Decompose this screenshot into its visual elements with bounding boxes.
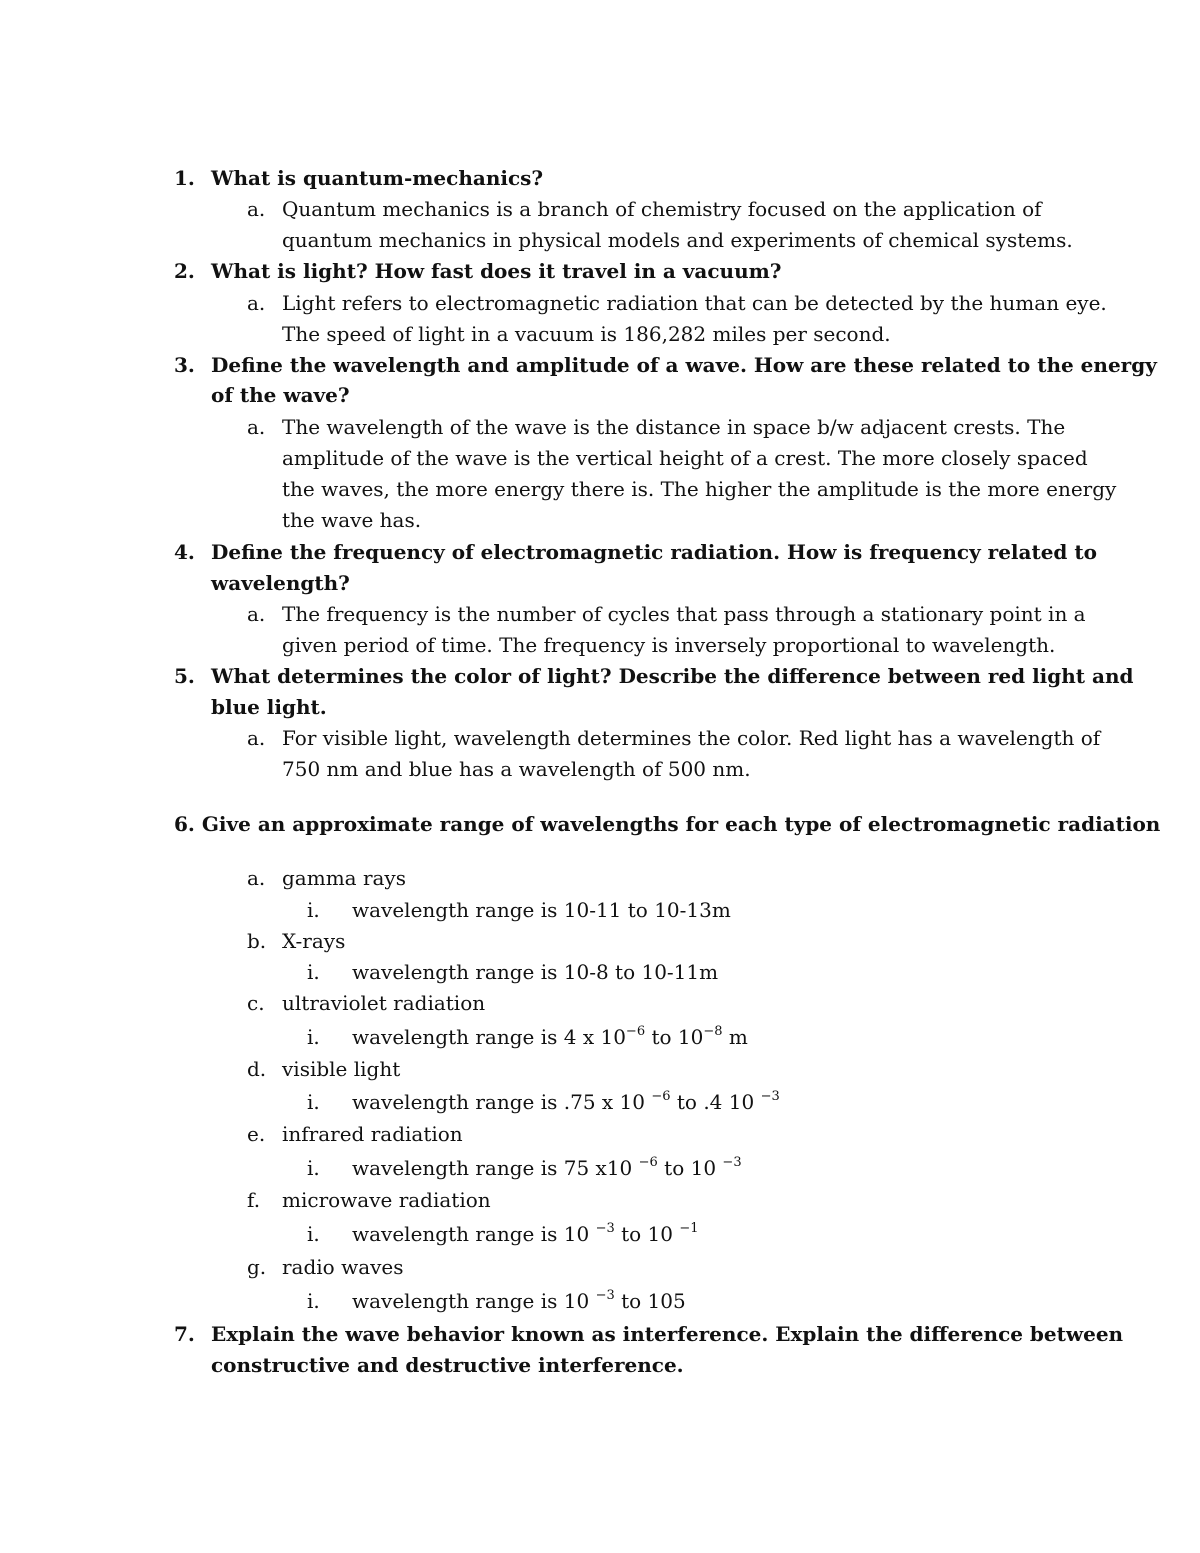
range-label: i. xyxy=(307,1025,320,1049)
question-text: of the wave? xyxy=(211,383,350,407)
answer-text: Light refers to electromagnetic radiation that can be detected by the human eye. xyxy=(282,291,1107,315)
answer-text: the wave has. xyxy=(282,508,422,532)
answer-text: amplitude of the wave is the vertical height of a crest. The more closely spaced xyxy=(282,446,1088,470)
wavelength-range: wavelength range is 10 $^{-3}$ to 105 xyxy=(352,1288,686,1313)
answer-label: a. xyxy=(247,415,266,439)
wavelength-range: wavelength range is 4 x $10^{-6}$ to $10^{-8}$ m xyxy=(352,1024,748,1049)
question-text: Explain the wave behavior known as interference. Explain the difference between xyxy=(211,1322,1124,1346)
range-label: i. xyxy=(307,1156,320,1180)
radiation-label: g. xyxy=(247,1255,267,1279)
answer-label: a. xyxy=(247,197,266,221)
answer-text: given period of time. The frequency is inversely proportional to wavelength. xyxy=(282,633,1056,657)
question-number: 1. xyxy=(174,166,195,190)
question-six-title: 6. Give an approximate range of wavelengths for each type of electromagnetic radiation xyxy=(174,812,1161,836)
answer-text: For visible light, wavelength determines the color. Red light has a wavelength of xyxy=(282,726,1101,750)
question-text: Define the wavelength and amplitude of a wave. How are these related to the energy xyxy=(211,353,1157,377)
answer-text: The speed of light in a vacuum is 186,282 miles per second. xyxy=(282,322,891,346)
wavelength-range: wavelength range is .75 x 10 $^{-6}$ to .4 10 $^{-3}$ xyxy=(352,1089,780,1114)
question-text: What is light? How fast does it travel in a vacuum? xyxy=(211,259,782,283)
answer-text: Quantum mechanics is a branch of chemistry focused on the application of xyxy=(282,197,1042,221)
question-number: 7. xyxy=(174,1322,195,1346)
radiation-label: c. xyxy=(247,991,265,1015)
answer-text: The wavelength of the wave is the distance in space b/w adjacent crests. The xyxy=(282,415,1066,439)
radiation-name: gamma rays xyxy=(282,866,406,890)
radiation-label: d. xyxy=(247,1057,267,1081)
answer-text: quantum mechanics in physical models and experiments of chemical systems. xyxy=(282,228,1073,252)
question-number: 4. xyxy=(174,540,195,564)
radiation-name: infrared radiation xyxy=(282,1122,463,1146)
range-label: i. xyxy=(307,1289,320,1313)
question-text: Define the frequency of electromagnetic radiation. How is frequency related to xyxy=(211,540,1097,564)
question-number: 2. xyxy=(174,259,195,283)
radiation-name: microwave radiation xyxy=(282,1188,491,1212)
wavelength-range: wavelength range is 10-8 to 10-11m xyxy=(352,960,719,984)
question-text: constructive and destructive interference. xyxy=(211,1353,684,1377)
question-text: blue light. xyxy=(211,695,327,719)
answer-label: a. xyxy=(247,602,266,626)
radiation-name: visible light xyxy=(282,1057,401,1081)
question-text: What determines the color of light? Describe the difference between red light and xyxy=(211,664,1134,688)
question-text: What is quantum-mechanics? xyxy=(211,166,544,190)
radiation-label: b. xyxy=(247,929,267,953)
answer-label: a. xyxy=(247,726,266,750)
range-label: i. xyxy=(307,960,320,984)
answer-label: a. xyxy=(247,291,266,315)
wavelength-range: wavelength range is 75 x10 $^{-6}$ to 10 $^{-3}$ xyxy=(352,1155,742,1180)
range-label: i. xyxy=(307,898,320,922)
answer-text: the waves, the more energy there is. The higher the amplitude is the more energy xyxy=(282,477,1117,501)
radiation-name: radio waves xyxy=(282,1255,404,1279)
wavelength-range: wavelength range is 10-11 to 10-13m xyxy=(352,898,731,922)
answer-text: 750 nm and blue has a wavelength of 500 nm. xyxy=(282,757,751,781)
radiation-name: X-rays xyxy=(282,929,346,953)
question-number: 3. xyxy=(174,353,195,377)
radiation-label: e. xyxy=(247,1122,266,1146)
radiation-name: ultraviolet radiation xyxy=(282,991,486,1015)
range-label: i. xyxy=(307,1090,320,1114)
question-number: 5. xyxy=(174,664,195,688)
answer-text: The frequency is the number of cycles that pass through a stationary point in a xyxy=(282,602,1086,626)
wavelength-range: wavelength range is 10 $^{-3}$ to 10 $^{-1}$ xyxy=(352,1221,699,1246)
radiation-label: f. xyxy=(247,1188,261,1212)
range-label: i. xyxy=(307,1222,320,1246)
question-text: wavelength? xyxy=(211,571,350,595)
radiation-label: a. xyxy=(247,866,266,890)
